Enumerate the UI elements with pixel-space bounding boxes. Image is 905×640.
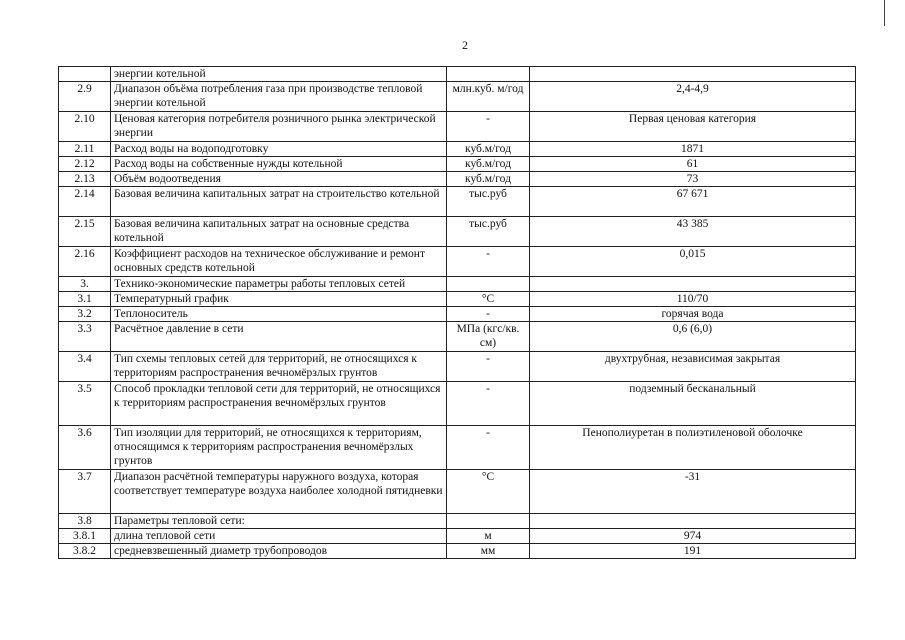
row-description-cell: средневзвешенный диаметр трубопроводов bbox=[111, 544, 447, 559]
table-row bbox=[59, 529, 856, 544]
row-value-cell: Пенополиуретан в полиэтиленовой оболочке bbox=[530, 426, 856, 470]
row-value-cell: 0,6 (6,0) bbox=[530, 322, 856, 352]
row-unit-cell: - bbox=[447, 307, 530, 322]
row-number-cell: 3.8.1 bbox=[59, 529, 111, 544]
row-number-cell: 3. bbox=[59, 277, 111, 292]
row-value-cell: 1871 bbox=[530, 142, 856, 157]
table-row bbox=[59, 67, 856, 82]
row-unit-cell: куб.м/год bbox=[447, 157, 530, 172]
table-row bbox=[59, 172, 856, 187]
row-number-cell: 3.7 bbox=[59, 470, 111, 514]
row-value-cell: горячая вода bbox=[530, 307, 856, 322]
table-row bbox=[59, 292, 856, 307]
row-description-cell: Базовая величина капитальных затрат на основные средства котельной bbox=[111, 217, 447, 247]
row-unit-cell: - bbox=[447, 382, 530, 426]
row-number-cell: 3.8 bbox=[59, 514, 111, 529]
page-edge-line bbox=[884, 0, 885, 26]
row-number-cell: 3.1 bbox=[59, 292, 111, 307]
row-value-cell: 110/70 bbox=[530, 292, 856, 307]
row-unit-cell: - bbox=[447, 247, 530, 277]
row-value-cell: 73 bbox=[530, 172, 856, 187]
row-unit-cell: - bbox=[447, 426, 530, 470]
row-description-cell: Расход воды на собственные нужды котельной bbox=[111, 157, 447, 172]
row-unit-cell: куб.м/год bbox=[447, 142, 530, 157]
row-number-cell: 3.5 bbox=[59, 382, 111, 426]
row-number-cell: 2.9 bbox=[59, 82, 111, 112]
table-row bbox=[59, 544, 856, 559]
row-value-cell bbox=[530, 67, 856, 82]
row-unit-cell: куб.м/год bbox=[447, 172, 530, 187]
table-row bbox=[59, 247, 856, 277]
row-unit-cell: - bbox=[447, 352, 530, 382]
table-row bbox=[59, 82, 856, 112]
row-unit-cell: тыс.руб bbox=[447, 187, 530, 217]
row-value-cell: 974 bbox=[530, 529, 856, 544]
row-number-cell: 2.12 bbox=[59, 157, 111, 172]
row-number-cell: 2.10 bbox=[59, 112, 111, 142]
row-unit-cell bbox=[447, 514, 530, 529]
row-description-cell: Параметры тепловой сети: bbox=[111, 514, 447, 529]
row-description-cell: Тип схемы тепловых сетей для территорий, не относящихся к территориям распространения вечномёрзлых грунтов bbox=[111, 352, 447, 382]
row-number-cell: 3.6 bbox=[59, 426, 111, 470]
row-value-cell: 191 bbox=[530, 544, 856, 559]
row-description-cell: Объём водоотведения bbox=[111, 172, 447, 187]
row-value-cell bbox=[530, 277, 856, 292]
row-value-cell: 61 bbox=[530, 157, 856, 172]
page-number: 2 bbox=[462, 38, 468, 52]
row-description-cell: Расчётное давление в сети bbox=[111, 322, 447, 352]
table-row bbox=[59, 307, 856, 322]
row-description-cell: Способ прокладки тепловой сети для территорий, не относящихся к территориям распространения вечномёрзлых грунтов bbox=[111, 382, 447, 426]
row-description-cell: Теплоноситель bbox=[111, 307, 447, 322]
row-unit-cell: °С bbox=[447, 292, 530, 307]
row-description-cell: Базовая величина капитальных затрат на строительство котельной bbox=[111, 187, 447, 217]
row-value-cell: 0,015 bbox=[530, 247, 856, 277]
table-row bbox=[59, 187, 856, 217]
table-row bbox=[59, 352, 856, 382]
table-body bbox=[59, 67, 856, 559]
row-number-cell: 3.4 bbox=[59, 352, 111, 382]
table-row bbox=[59, 142, 856, 157]
row-unit-cell: м bbox=[447, 529, 530, 544]
row-number-cell bbox=[59, 67, 111, 82]
table-row bbox=[59, 426, 856, 470]
row-description-cell: энергии котельной bbox=[111, 67, 447, 82]
row-value-cell: 43 385 bbox=[530, 217, 856, 247]
row-number-cell: 2.15 bbox=[59, 217, 111, 247]
row-value-cell: двухтрубная, независимая закрытая bbox=[530, 352, 856, 382]
table-row bbox=[59, 112, 856, 142]
parameters-table bbox=[58, 66, 856, 559]
row-number-cell: 2.11 bbox=[59, 142, 111, 157]
table-row bbox=[59, 322, 856, 352]
row-unit-cell: °С bbox=[447, 470, 530, 514]
row-description-cell: Диапазон объёма потребления газа при производстве тепловой энергии котельной bbox=[111, 82, 447, 112]
row-number-cell: 3.3 bbox=[59, 322, 111, 352]
row-value-cell: подземный бесканальный bbox=[530, 382, 856, 426]
table-row bbox=[59, 217, 856, 247]
row-value-cell: Первая ценовая категория bbox=[530, 112, 856, 142]
row-unit-cell: мм bbox=[447, 544, 530, 559]
row-description-cell: Коэффициент расходов на техническое обслуживание и ремонт основных средств котельной bbox=[111, 247, 447, 277]
row-unit-cell: - bbox=[447, 112, 530, 142]
table-row bbox=[59, 514, 856, 529]
row-unit-cell: тыс.руб bbox=[447, 217, 530, 247]
row-number-cell: 2.16 bbox=[59, 247, 111, 277]
row-unit-cell: МПа (кгс/кв. см) bbox=[447, 322, 530, 352]
row-description-cell: Расход воды на водоподготовку bbox=[111, 142, 447, 157]
table-row bbox=[59, 277, 856, 292]
row-value-cell: -31 bbox=[530, 470, 856, 514]
table-row bbox=[59, 382, 856, 426]
row-value-cell: 67 671 bbox=[530, 187, 856, 217]
row-value-cell bbox=[530, 514, 856, 529]
row-description-cell: Технико-экономические параметры работы тепловых сетей bbox=[111, 277, 447, 292]
row-number-cell: 2.14 bbox=[59, 187, 111, 217]
table-row bbox=[59, 157, 856, 172]
row-value-cell: 2,4-4,9 bbox=[530, 82, 856, 112]
row-number-cell: 3.2 bbox=[59, 307, 111, 322]
row-unit-cell bbox=[447, 277, 530, 292]
row-unit-cell: млн.куб. м/год bbox=[447, 82, 530, 112]
row-description-cell: Диапазон расчётной температуры наружного воздуха, которая соответствует температуре воздуха наиболее холодной пятидневки bbox=[111, 470, 447, 514]
row-description-cell: Тип изоляции для территорий, не относящихся к территориям, относящимся к территориям распространения вечномёрзлых грунтов bbox=[111, 426, 447, 470]
row-number-cell: 2.13 bbox=[59, 172, 111, 187]
row-description-cell: Ценовая категория потребителя розничного рынка электрической энергии bbox=[111, 112, 447, 142]
row-unit-cell bbox=[447, 67, 530, 82]
row-description-cell: длина тепловой сети bbox=[111, 529, 447, 544]
row-description-cell: Температурный график bbox=[111, 292, 447, 307]
row-number-cell: 3.8.2 bbox=[59, 544, 111, 559]
table-row bbox=[59, 470, 856, 514]
